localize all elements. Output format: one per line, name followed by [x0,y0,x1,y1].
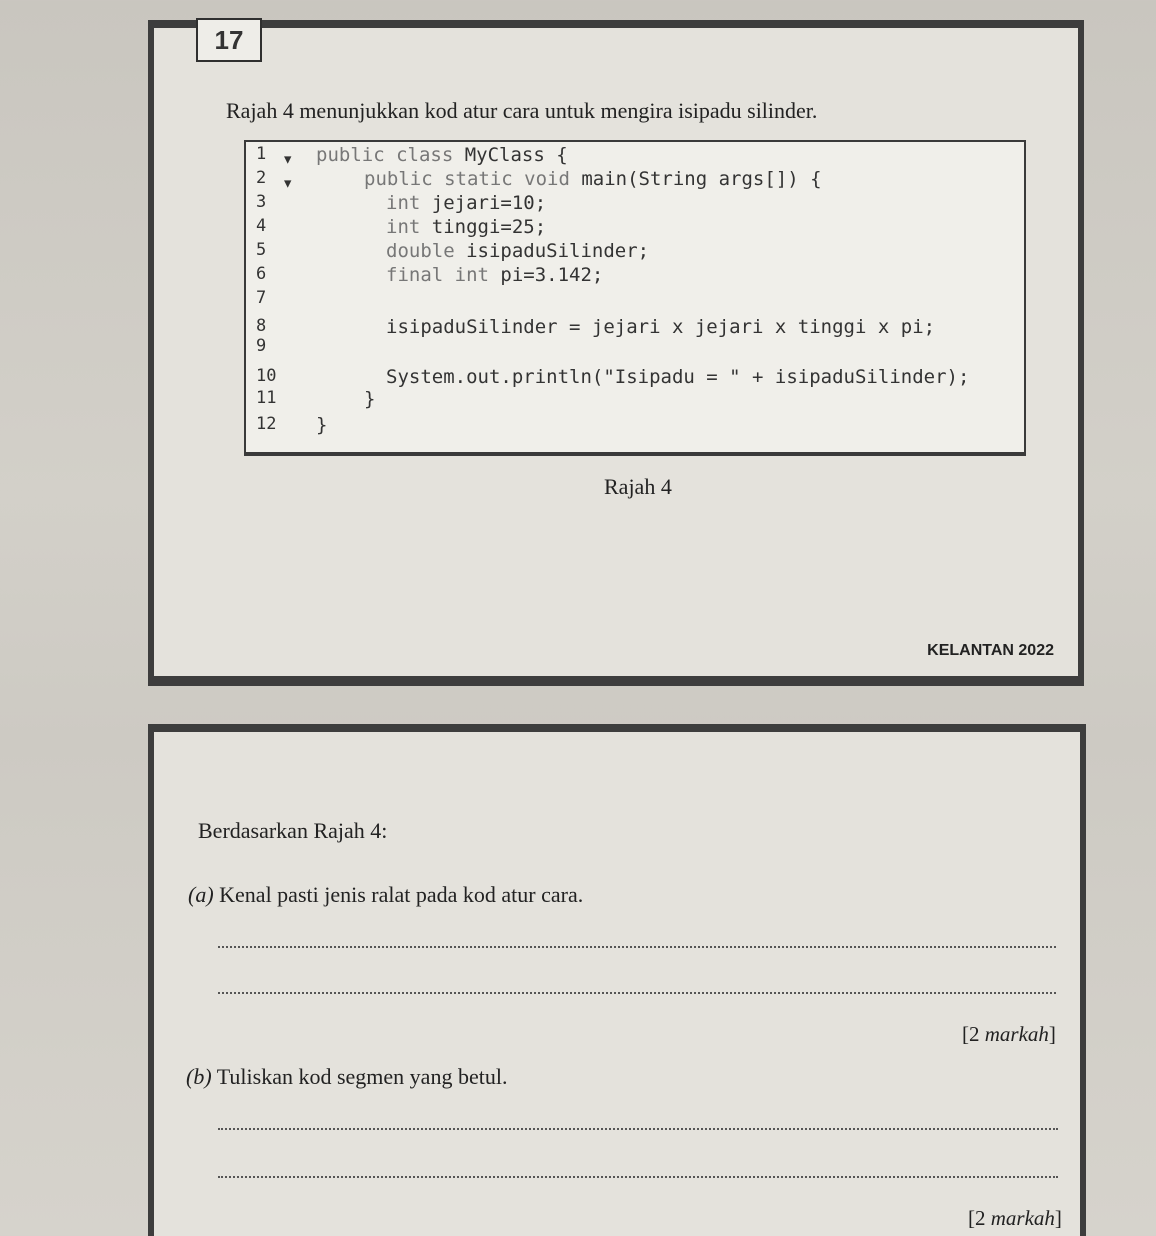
code-text: } [316,414,328,436]
code-text: isipaduSilinder = jejari x jejari x tinggi x pi; [386,316,936,338]
code-line [246,192,1024,216]
code-text: System.out.println("Isipadu = " + isipaduSilinder); [386,366,970,388]
line-number: 6 [256,264,267,284]
exam-source: KELANTAN 2022 [927,642,1054,659]
code-line [246,168,1024,192]
code-text: } [364,388,376,410]
code-line [246,336,1024,360]
question-prompt: Berdasarkan Rajah 4: [198,818,388,843]
code-text: int jejari=10; [386,192,547,214]
line-number: 8 [256,316,267,336]
question-panel-bottom [148,724,1086,1236]
question-intro: Rajah 4 menunjukkan kod atur cara untuk mengira isipadu silinder. [226,98,818,123]
answer-line-a1[interactable] [218,946,1056,948]
question-number: 17 [196,18,262,62]
code-line [246,216,1024,240]
part-a-marks: [2 markah] [962,1022,1056,1046]
code-line [246,388,1024,412]
part-b-marks: [2 markah] [968,1206,1062,1230]
part-b-text: Tuliskan kod segmen yang betul. [216,1064,508,1089]
line-number: 1 [256,144,267,164]
line-number: 7 [256,288,267,308]
code-text: public static void main(String args[]) { [364,168,822,190]
answer-line-b2[interactable] [218,1176,1058,1178]
code-line [246,366,1024,390]
line-number: 9 [256,336,267,356]
answer-line-a2[interactable] [218,992,1056,994]
line-number: 10 [256,366,277,386]
code-line [246,264,1024,288]
line-number: 12 [256,414,277,434]
line-number: 5 [256,240,267,260]
code-text: public class MyClass { [316,144,568,166]
part-a-text: Kenal pasti jenis ralat pada kod atur cara. [219,882,584,907]
answer-line-b1[interactable] [218,1128,1058,1130]
part-b-question [186,1064,507,1090]
code-line [246,240,1024,264]
part-a-question [188,882,583,908]
fold-arrow-icon[interactable]: ▾ [282,172,294,194]
code-text: double isipaduSilinder; [386,240,650,262]
code-line [246,144,1024,168]
code-text: final int pi=3.142; [386,264,604,286]
code-line [246,414,1024,438]
part-a-label: (a) [188,882,214,907]
part-b-label: (b) [186,1064,212,1089]
line-number: 2 [256,168,267,188]
code-text: int tinggi=25; [386,216,547,238]
line-number: 3 [256,192,267,212]
line-number: 11 [256,388,277,408]
line-number: 4 [256,216,267,236]
code-line [246,288,1024,312]
code-listing [244,140,1026,456]
fold-arrow-icon[interactable]: ▾ [282,148,294,170]
figure-caption: Rajah 4 [604,474,672,499]
